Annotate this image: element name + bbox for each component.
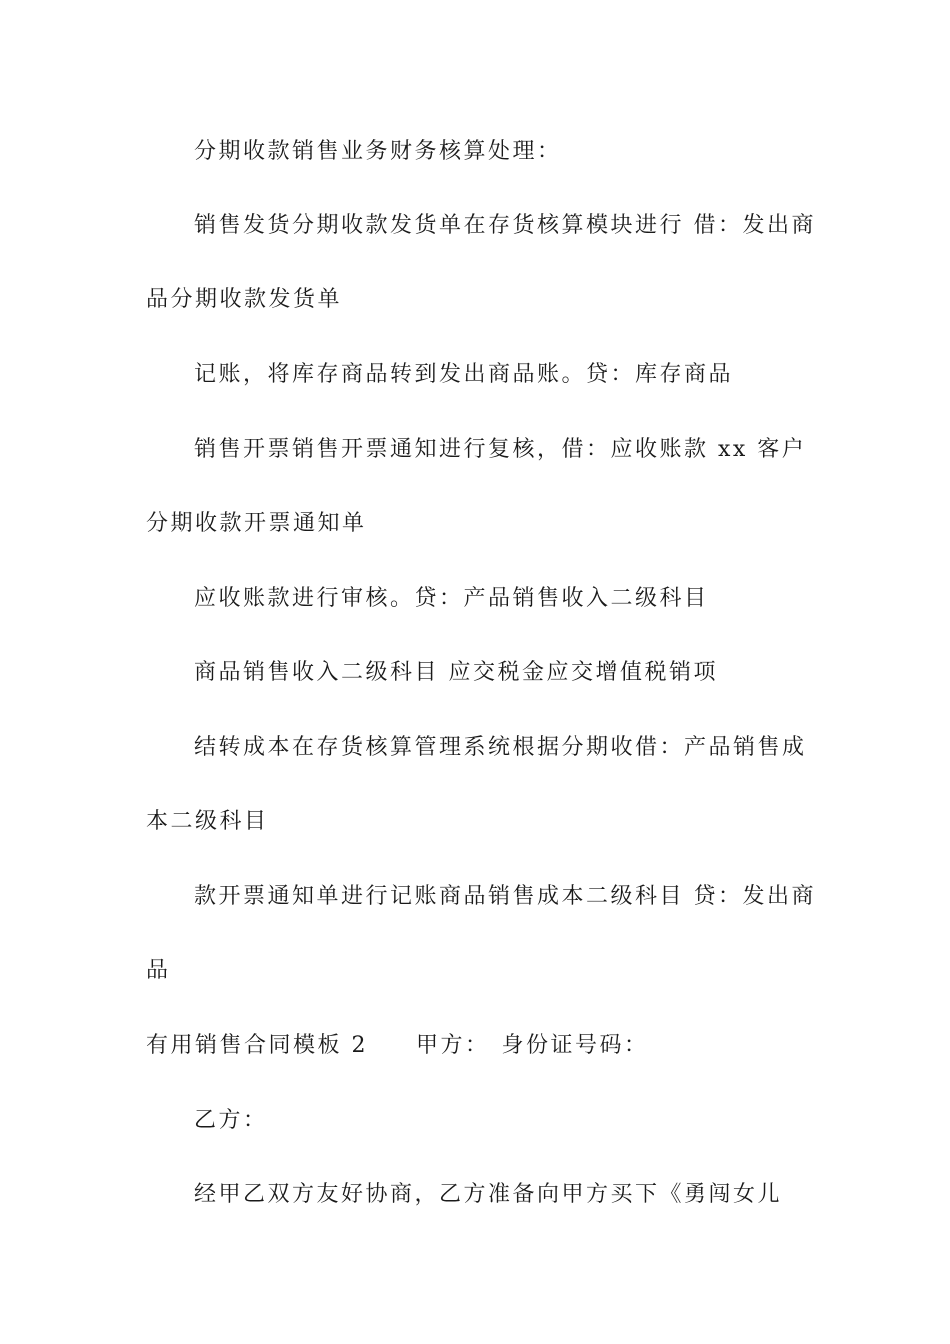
text-line-12: 品 (146, 958, 171, 983)
text-line-9: 结转成本在存货核算管理系统根据分期收借：产品销售成 (194, 735, 807, 760)
text-line-11: 款开票通知单进行记账商品销售成本二级科目 贷：发出商 (194, 884, 816, 909)
text-line-4: 记账，将库存商品转到发出商品账。贷：库存商品 (194, 362, 734, 387)
contract-heading (146, 1031, 826, 1061)
contract-title: 有用销售合同模板 2 (146, 1033, 368, 1058)
text-line-3: 品分期收款发货单 (146, 287, 343, 312)
text-line-1: 分期收款销售业务财务核算处理： (194, 139, 562, 164)
text-line-5: 销售开票销售开票通知进行复核，借：应收账款 xx 客户 (194, 437, 807, 462)
text-line-7: 应收账款进行审核。贷：产品销售收入二级科目 (194, 586, 709, 611)
text-line-14: 经甲乙双方友好协商，乙方准备向甲方买下《勇闯女儿 (194, 1182, 783, 1207)
party-a-label: 甲方： (416, 1033, 490, 1058)
id-number-label: 身份证号码： (501, 1033, 649, 1058)
text-line-2: 销售发货分期收款发货单在存货核算模块进行 借：发出商 (194, 213, 816, 238)
text-line-6: 分期收款开票通知单 (146, 511, 367, 536)
text-line-10: 本二级科目 (146, 809, 269, 834)
text-line-8: 商品销售收入二级科目 应交税金应交增值税销项 (194, 660, 718, 685)
text-line-13: 乙方： (194, 1108, 268, 1133)
